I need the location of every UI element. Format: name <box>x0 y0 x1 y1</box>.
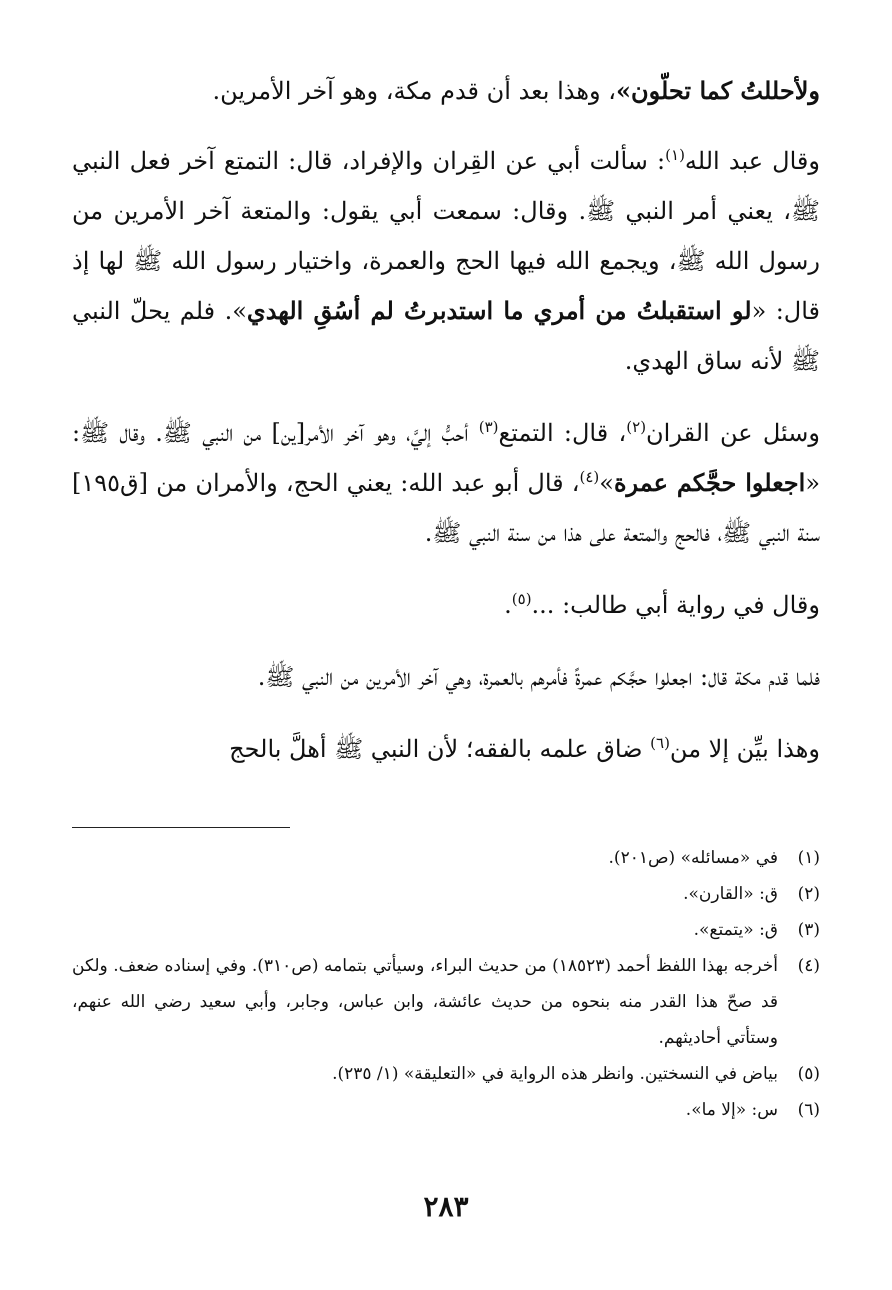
paragraph-2: وقال عبد الله$^{(١)}$: سألت أبي عن القِران والإفراد، قال: التمتع آخر فعل النبي ﷺ، يعني أمر النبي ﷺ. وقال: سمعت أبي يقول: والمتعة آخر الأمرين من رسول الله ﷺ، ويجمع الله فيها الحج والعمرة، واختيار رسول الله ﷺ لها إذ قال: «لو استقبلتُ من أمري ما استدبرتُ لم أسُقِ الهدي». فلم يحلّ النبي ﷺ لأنه ساق الهدي. <box>72 146 821 375</box>
paragraph-6: وهذا بيِّن إلا من$^{(٦)}$ ضاق علمه بالفقه؛ لأن النبي ﷺ أهلَّ بالحج <box>229 734 820 763</box>
footnote-1 <box>72 840 820 876</box>
footnote-ref-5: (٥) <box>511 590 532 608</box>
footnote-3 <box>72 912 820 948</box>
main-text <box>72 66 820 796</box>
paragraph-1: ولأحللتُ كما تحلّون»، وهذا بعد أن قدم مكة، وهو آخر الأمرين. <box>212 76 820 105</box>
footnote-divider <box>72 827 290 828</box>
footnote-number: (٣) <box>797 920 820 940</box>
footnote-number: (١) <box>797 848 820 868</box>
footnote-text: أخرجه بهذا اللفظ أحمد (١٨٥٢٣) من حديث البراء، وسيأتي بتمامه (ص٣١٠). وفي إسناده ضعف. ولكن قد صحّ هذا القدر منه بنحوه من حديث عائشة، وابن عباس، وجابر، وأبي سعيد رضي الله عنهم، وستأتي أحاديثهم. <box>72 956 778 1048</box>
footnotes <box>72 840 820 1128</box>
footnote-2 <box>72 876 820 912</box>
footnote-number: (٦) <box>797 1100 820 1120</box>
footnote-number: (٥) <box>797 1064 820 1084</box>
hadith-quote: لو استقبلتُ من أمري ما استدبرتُ لم أسُقِ الهدي <box>246 296 752 325</box>
hadith-quote: اجعلوا حجَّكم عمرة <box>613 468 806 497</box>
paragraph-4: وقال في رواية أبي طالب: ...$^{(٥)}$. <box>504 590 820 619</box>
footnote-ref-3: (٣) <box>478 418 499 436</box>
footnote-text: ق: «يتمتع». <box>693 920 778 940</box>
footnote-number: (٢) <box>797 884 820 904</box>
footnote-ref-4: (٤) <box>579 468 600 486</box>
footnote-5 <box>72 1056 820 1092</box>
paragraph-5: فلما قدم مكة قال: اجعلوا حجَّكم عمرةً فأمرهم بالعمرة، وهي آخر الأمرين من النبي ﷺ. <box>257 663 820 691</box>
page-number: ٢٨٣ <box>423 1190 469 1223</box>
hadith-quote: ولأحللتُ كما تحلّون» <box>615 76 820 105</box>
footnote-text: بياض في النسختين. وانظر هذه الرواية في «التعليقة» (١/ ٢٣٥). <box>332 1064 778 1084</box>
footnote-text: ق: «القارن». <box>683 884 778 904</box>
footnote-4 <box>72 948 820 1056</box>
footnote-ref-6: (٦) <box>650 734 670 752</box>
footnote-text: س: «إلا ما». <box>685 1100 778 1120</box>
footnote-ref-1: (١) <box>665 146 685 164</box>
paragraph-3: وسئل عن القران$^{(٢)}$، قال: التمتع$^{(٣)}$ أحبُّ إليَّ، وهو آخر الأمر[ين] من النبي ﷺ. وقال ﷺ: «اجعلوا حجَّكم عمرة»$^{(٤)}$، قال أبو عبد الله: يعني الحج، والأمران من [ق١٩٥] سنة النبي ﷺ، فالحج والمتعة على هذا من سنة النبي ﷺ. <box>72 418 820 547</box>
footnote-6 <box>72 1092 820 1128</box>
footnote-ref-2: (٢) <box>626 418 647 436</box>
footnote-number: (٤) <box>797 956 820 976</box>
footnote-text: في «مسائله» (ص٢٠١). <box>608 848 778 868</box>
